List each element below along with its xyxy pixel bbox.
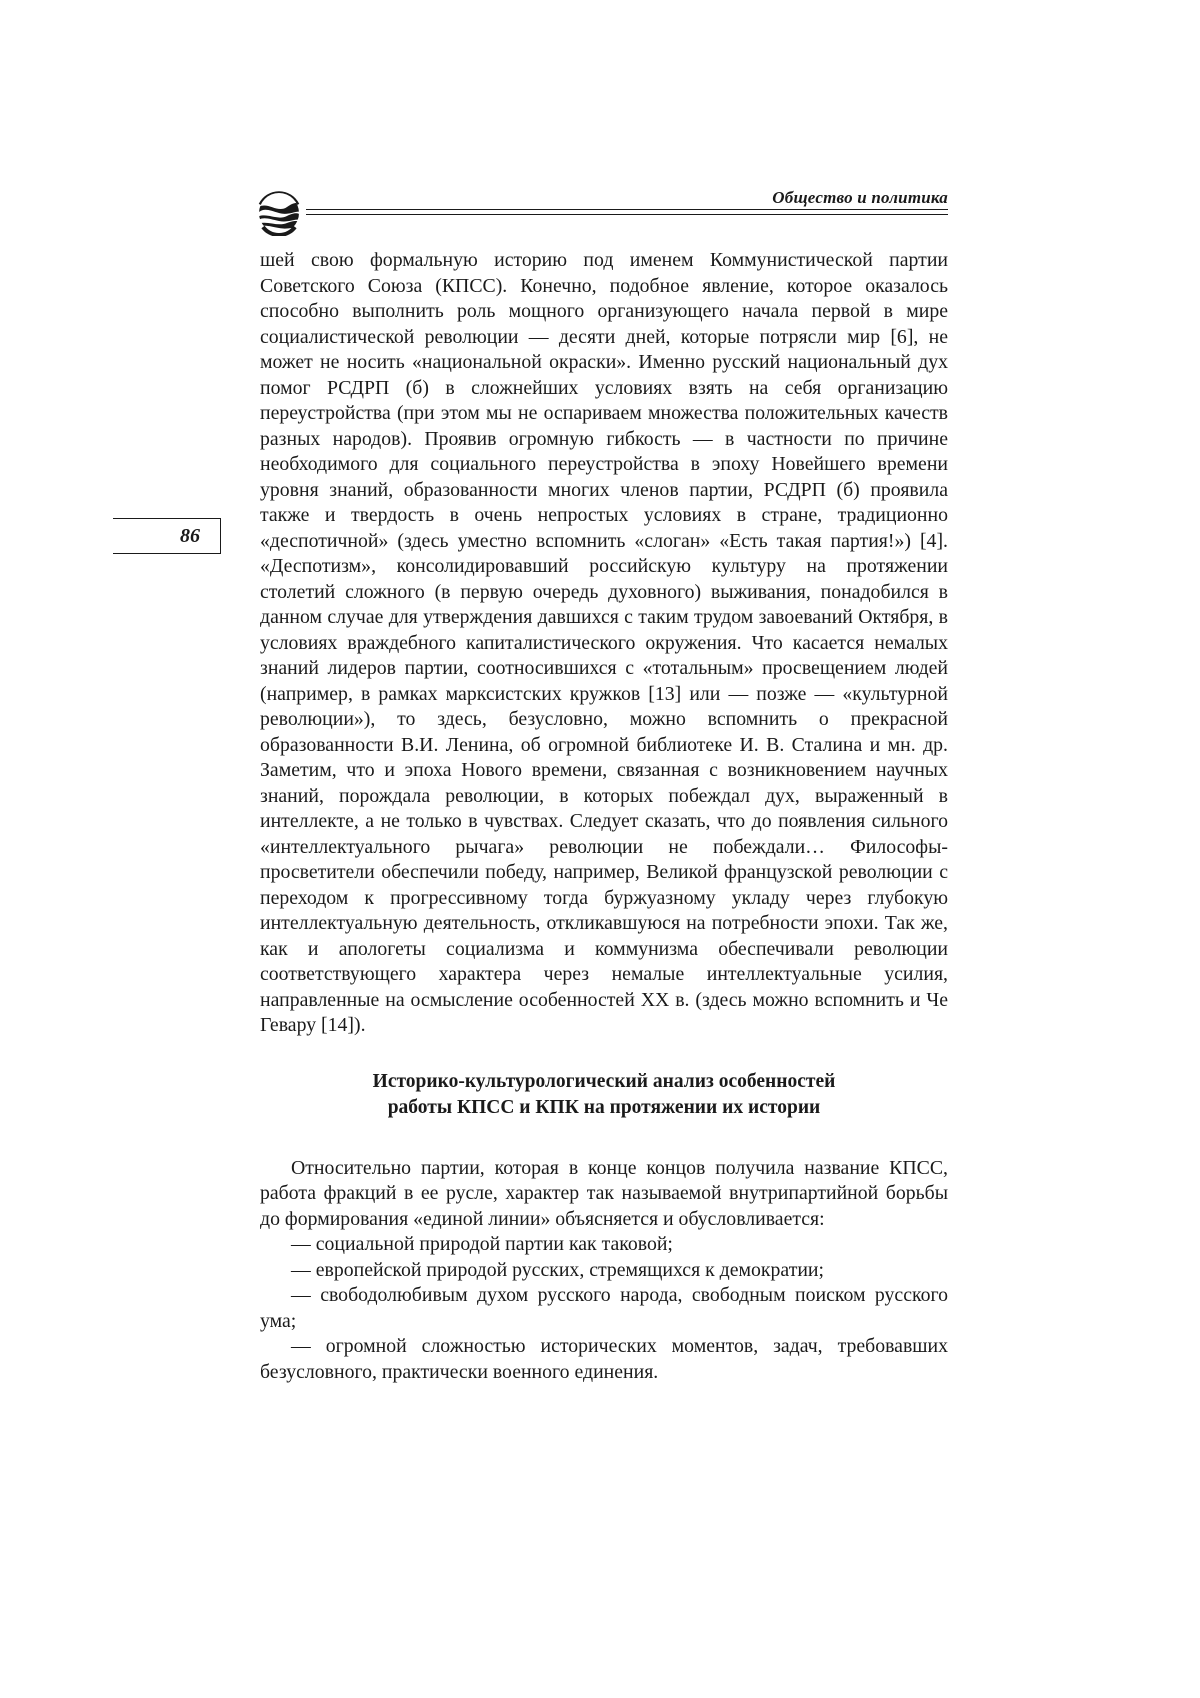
section-heading-line-2: работы КПСС и КПК на протяжении их истории bbox=[387, 1096, 821, 1118]
body-paragraph-2: Относительно партии, которая в конце концов получила название КПСС, работа фракций в ее русле, характер так называемой внутрипартийной борьбы до формирования «единой линии» объясняется и обусловливается: bbox=[260, 1156, 948, 1230]
header-rule-bottom bbox=[306, 214, 948, 215]
page-number-box bbox=[113, 518, 221, 554]
page-number: 86 bbox=[180, 525, 200, 547]
list-item: — социальной природой партии как таковой; bbox=[291, 1233, 673, 1255]
section-heading-line-1: Историко-культурологический анализ особенностей bbox=[372, 1070, 836, 1092]
running-header-title: Общество и политика bbox=[772, 188, 948, 207]
body-paragraph-1: шей свою формальную историю под именем Коммунистической партии Советского Союза (КПСС). Конечно, подобное явление, которое оказалось способно выполнить роль мощного организующего начала первой в мире социалистической революции — десяти дней, которые потрясли мир [6], не может не носить «национальной окраски». Именно русский национальный дух помог РСДРП (б) в сложнейших условиях взять на себя организацию переустройства (при этом мы не оспариваем множества положительных качеств разных народов). Проявив огромную гибкость — в частности по причине необходимого для социального переустройства в эпоху Новейшего времени уровня знаний, образованности многих членов партии, РСДРП (б) проявила также и твердость в очень непростых условиях в стране, традиционно «деспотичной» (здесь уместно вспомнить «слоган» «Есть такая партия!») [4]. «Деспотизм», консолидировавший российскую культуру на протяжении столетий сложного (в первую очередь духовного) выживания, понадобился в данном случае для утверждения давшихся с таким трудом завоеваний Октября, в условиях враждебного капиталистического окружения. Что касается немалых знаний лидеров партии, соотносившихся с «тотальным» просвещением людей (например, в рамках марксистских кружков [13] или — позже — «культурной революции»), то здесь, безусловно, можно вспомнить о прекрасной образованности В.И. Ленина, об огромной библиотеке И. В. Сталина и мн. др. Заметим, что и эпоха Нового времени, связанная с возникновением научных знаний, порождала революции, в которых побеждал дух, выраженный в интеллекте, а не только в чувствах. Следует сказать, что до появления сильного «интеллектуального рычага» революции не побеждали… Философы-просветители обеспечили победу, например, Великой французской революции с переходом к прогрессивному тогда буржуазному укладу через глубокую интеллектуальную деятельность, откликавшуюся на потребности эпохи. Так же, как и апологеты социализма и коммунизма обеспечивали революции соответствующего характера через немалые интеллектуальные усилия, направленные на осмысление особенностей XX в. (здесь можно вспомнить и Че Гевару [14]). bbox=[260, 249, 948, 1036]
main-text bbox=[260, 248, 948, 1385]
header-rule-top bbox=[306, 209, 948, 210]
list-item: — огромной сложностью исторических моментов, задач, требовавших безусловного, практически военного единения. bbox=[260, 1335, 948, 1383]
list-item: — свободолюбивым духом русского народа, свободным поиском русского ума; bbox=[260, 1284, 948, 1332]
section-heading bbox=[260, 1069, 948, 1121]
list-item: — европейской природой русских, стремящихся к демократии; bbox=[291, 1258, 825, 1281]
journal-logo-icon bbox=[255, 190, 303, 236]
